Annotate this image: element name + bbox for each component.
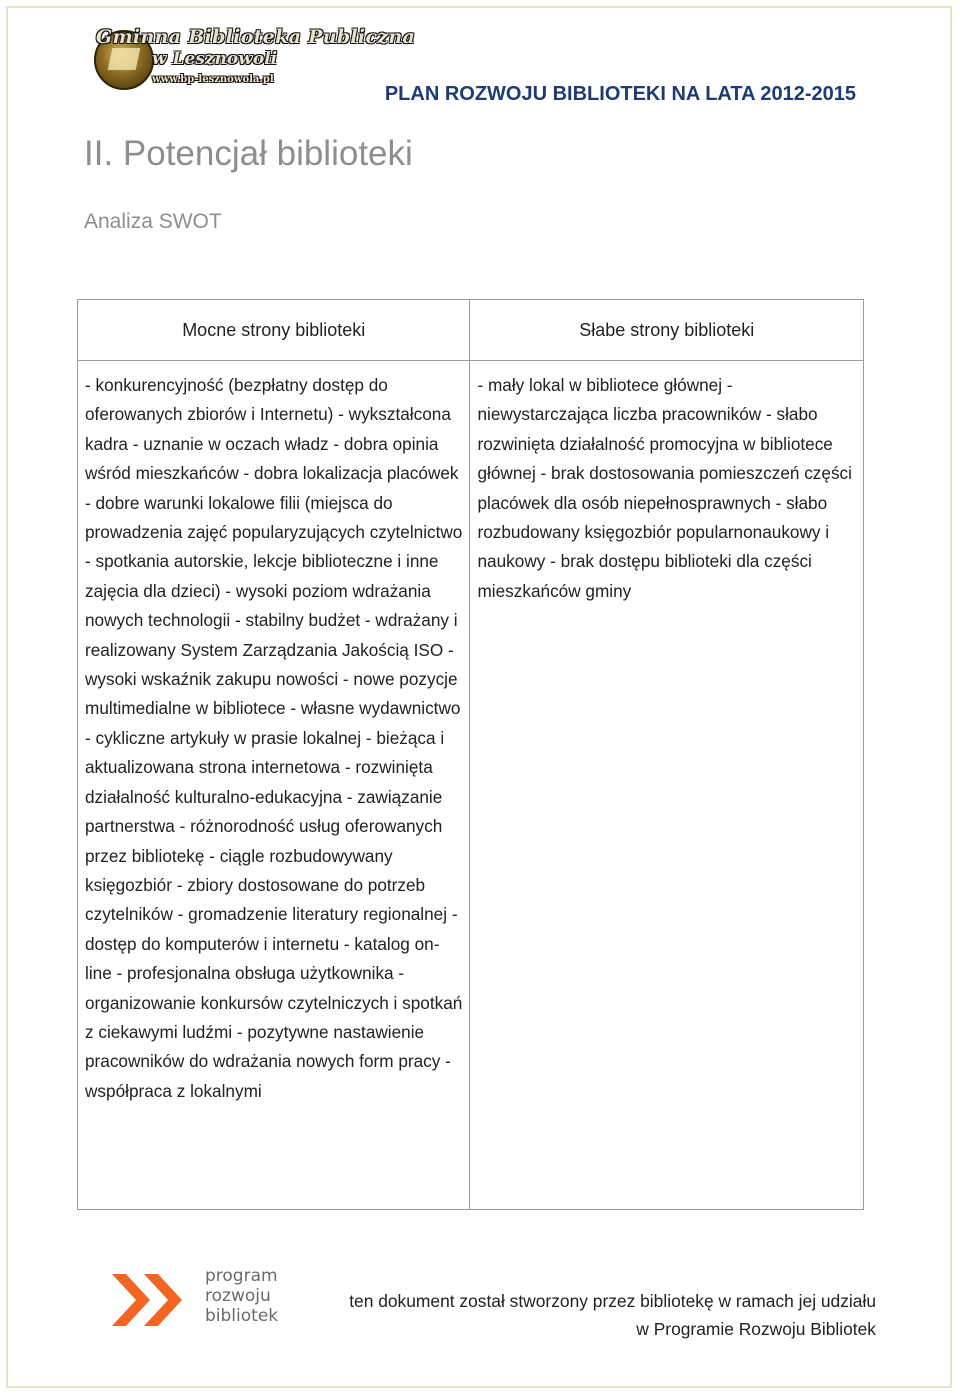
strengths-cell: - konkurencyjność (bezpłatny dostęp do oferowanych zbiorów i Internetu) - wykształcona kadra - uznanie w oczach władz - dobra opinia wśród mieszkańców - dobra lokalizacja placówek - dobre warunki lokalowe filii (miejsca do prowadzenia zajęć popularyzujących czytelnictwo - spotkania autorskie, lekcje biblioteczne i inne zajęcia dla dzieci) - wysoki poziom wdrażania nowych technologii - stabilny budżet - wdrażany i realizowany System Zarządzania Jakością ISO - wysoki wskaźnik zakupu nowości - nowe pozycje multimedialne w bibliotece - własne wydawnictwo - cykliczne artykuły w prasie lokalnej - bieżąca i aktualizowana strona internetowa - rozwinięta działalność kulturalno-edukacyjna - zawiązanie partnerstwa - różnorodność usług oferowanych przez bibliotekę - ciągle rozbudowywany księgozbiór - zbiory dostosowane do potrzeb czytelników - gromadzenie literatury regionalnej - dostęp do komputerów i internetu - katalog on-line - profesjonalna obsługa użytkownika - organizowanie konkursów czytelniczych i spotkań z ciekawymi ludźmi - pozytywne nastawienie pracowników do wdrażania nowych form pracy - współpraca z lokalnymi bbox=[78, 361, 470, 1210]
section-title: II. Potencjał biblioteki bbox=[84, 134, 413, 173]
logo-line-2: w Lesznowoli bbox=[152, 49, 278, 69]
program-logo-text bbox=[205, 1266, 278, 1326]
document-title: PLAN ROZWOJU BIBLIOTEKI NA LATA 2012-2015 bbox=[384, 83, 856, 105]
swot-content-row bbox=[78, 361, 864, 1210]
program-logo-word: bibliotek bbox=[205, 1306, 279, 1326]
footer-note-line-2: w Programie Rozwoju Bibliotek bbox=[636, 1319, 876, 1339]
chevrons-icon bbox=[112, 1272, 198, 1328]
subsection-title: Analiza SWOT bbox=[84, 210, 222, 233]
program-logo-word: program bbox=[205, 1266, 278, 1286]
swot-header-row bbox=[78, 300, 864, 361]
weaknesses-cell: - mały lokal w bibliotece głównej - niewystarczająca liczba pracowników - słabo rozwinięta działalność promocyjna w bibliotece głównej - brak dostosowania pomieszczeń części placówek dla osób niepełnosprawnych - słabo rozbudowany księgozbiór popularnonaukowy i naukowy - brak dostępu biblioteki dla części mieszkańców gminy bbox=[470, 361, 864, 1210]
program-logo-word: rozwoju bbox=[205, 1286, 271, 1306]
weaknesses-header: Słabe strony biblioteki bbox=[470, 300, 864, 361]
footer-note-line-1: ten dokument został stworzony przez bibliotekę w ramach jej udziału bbox=[349, 1291, 876, 1311]
swot-table bbox=[77, 299, 864, 1210]
footer-note bbox=[349, 1287, 876, 1343]
library-logo bbox=[90, 22, 416, 102]
strengths-header: Mocne strony biblioteki bbox=[78, 300, 470, 361]
logo-website: www.bp-lesznowola.pl bbox=[152, 74, 274, 85]
logo-line-1: Gminna Biblioteka Publiczna bbox=[96, 26, 416, 48]
program-rozwoju-bibliotek-logo bbox=[112, 1266, 312, 1330]
